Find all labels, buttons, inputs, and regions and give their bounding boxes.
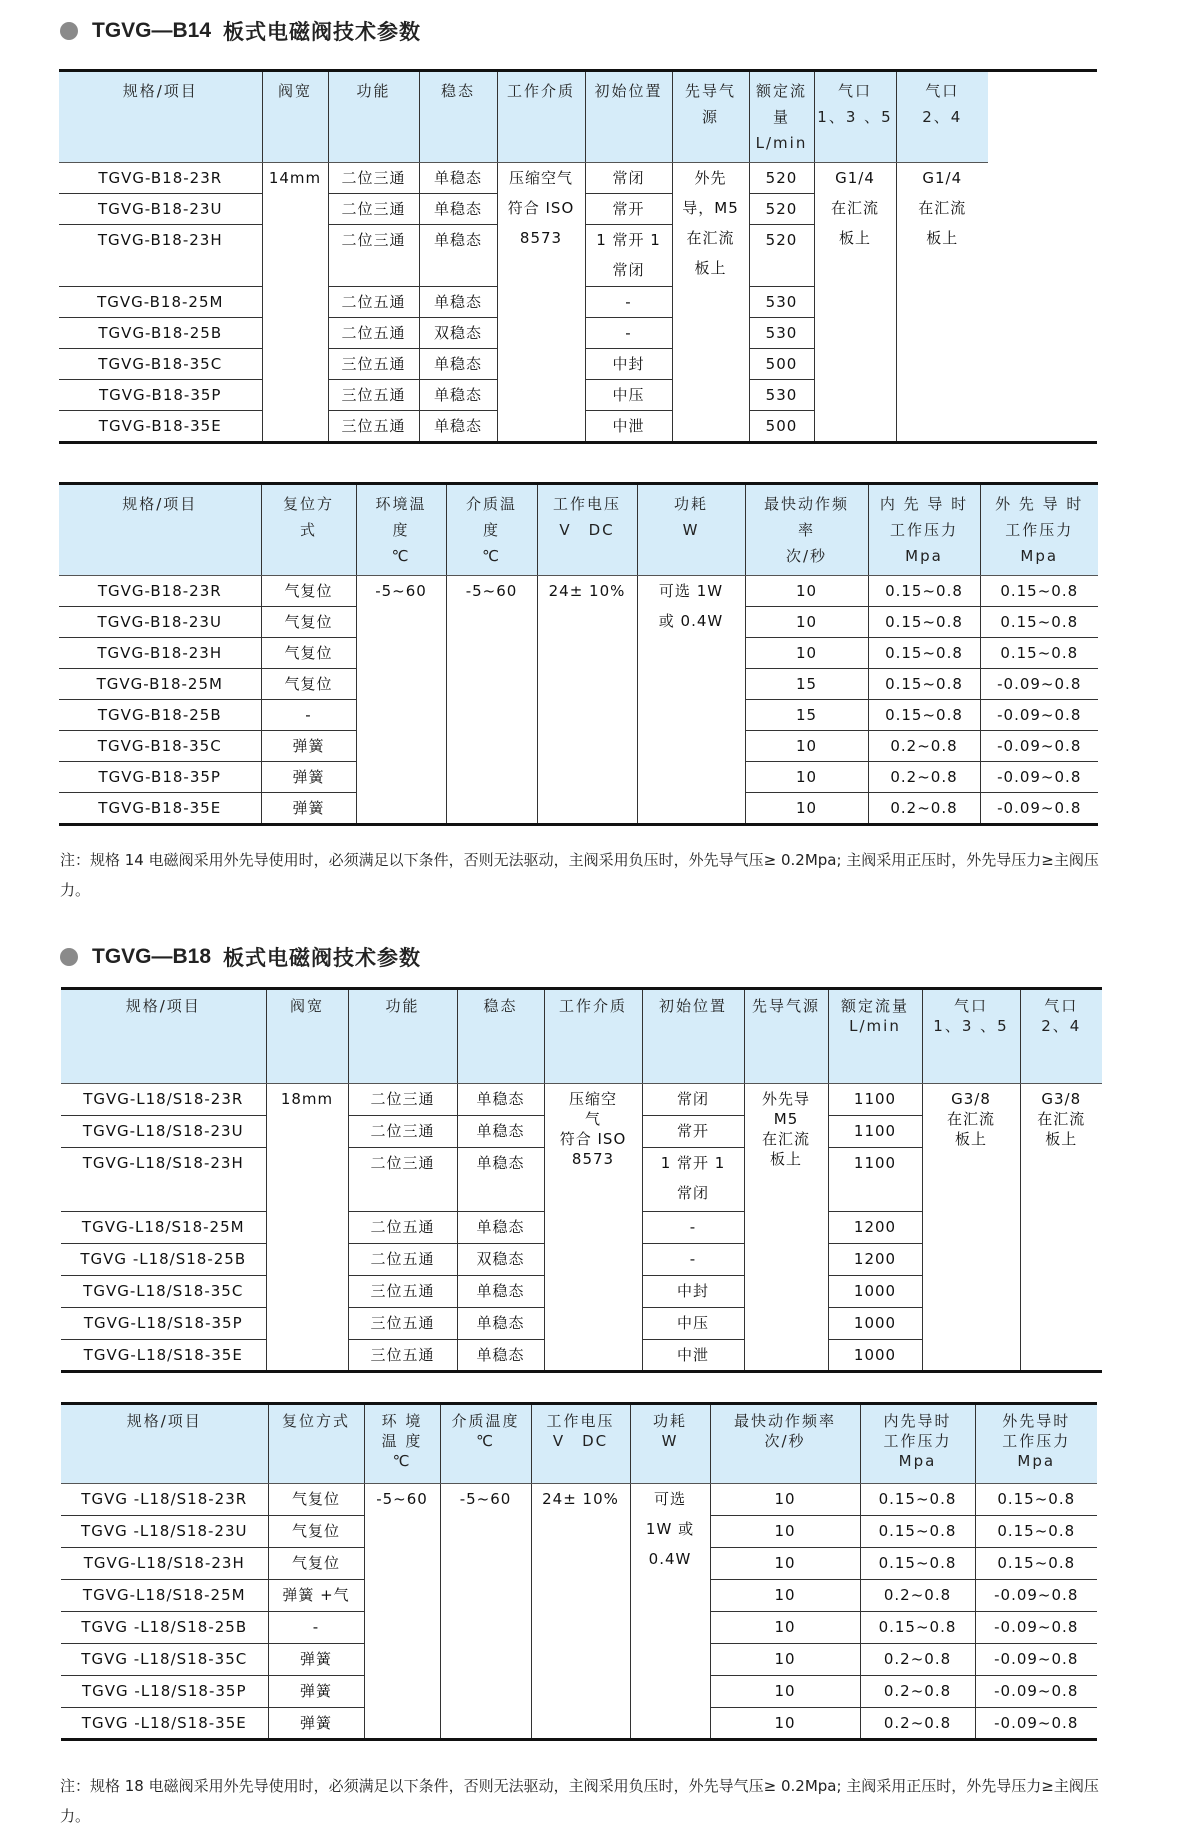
reset-method-cell: 气复位 <box>261 576 356 607</box>
column-header: 介质温 度 ℃ <box>446 484 537 576</box>
outer-pilot-pressure-cell: 0.15~0.8 <box>975 1548 1097 1580</box>
model-cell: TGVG-B18-25M <box>59 287 262 318</box>
model-cell: TGVG-B18-23U <box>59 194 262 225</box>
port-135-cell: G1/4 在汇流 板上 <box>814 163 896 443</box>
reset-method-cell: 弹簧 <box>268 1708 364 1740</box>
column-header: 最快动作频 率 次/秒 <box>745 484 868 576</box>
model-cell: TGVG-B18-35C <box>59 349 262 380</box>
state-cell: 单稳态 <box>457 1116 544 1148</box>
inner-pilot-pressure-cell: 0.2~0.8 <box>868 762 980 793</box>
column-header: 额定流 量 L/min <box>749 71 814 163</box>
reset-method-cell: 弹簧 <box>268 1644 364 1676</box>
function-cell: 二位五通 <box>328 287 419 318</box>
flow-cell: 520 <box>749 225 814 287</box>
outer-pilot-pressure-cell: -0.09~0.8 <box>975 1580 1097 1612</box>
column-header: 先导气 源 <box>672 71 749 163</box>
column-header: 工作电压 V DC <box>531 1404 630 1484</box>
column-header: 稳态 <box>419 71 497 163</box>
initial-position-cell: - <box>642 1212 744 1244</box>
port-24-cell: G1/4 在汇流 板上 <box>896 163 988 443</box>
column-header: 内 先 导 时 工作压力 Mpa <box>868 484 980 576</box>
flow-cell: 1200 <box>828 1212 922 1244</box>
inner-pilot-pressure-cell: 0.15~0.8 <box>860 1516 975 1548</box>
state-cell: 单稳态 <box>419 380 497 411</box>
initial-position-cell: 常开 <box>642 1116 744 1148</box>
state-cell: 单稳态 <box>419 349 497 380</box>
column-header: 规格/项目 <box>59 71 262 163</box>
inner-pilot-pressure-cell: 0.2~0.8 <box>868 731 980 762</box>
state-cell: 单稳态 <box>457 1340 544 1372</box>
initial-position-cell: 中压 <box>642 1308 744 1340</box>
outer-pilot-pressure-cell: -0.09~0.8 <box>980 669 1098 700</box>
initial-position-cell: 常开 <box>585 194 672 225</box>
model-cell: TGVG-B18-35P <box>59 380 262 411</box>
column-header: 外 先 导 时 工作压力 Mpa <box>980 484 1098 576</box>
reset-method-cell: 气复位 <box>261 607 356 638</box>
initial-position-cell: - <box>585 318 672 349</box>
state-cell: 单稳态 <box>419 411 497 443</box>
model-cell: TGVG-L18/S18-35P <box>61 1308 266 1340</box>
model-cell: TGVG-L18/S18-25M <box>61 1212 266 1244</box>
note-b18: 注：规格 18 电磁阀采用外先导使用时，必须满足以下条件，否则无法驱动，主阀采用负压时，外先导气压≥ 0.2Mpa; 主阀采用正压时，外先导压力≥主阀压力。 <box>60 1777 1099 1825</box>
column-header: 先导气源 <box>744 989 828 1084</box>
power-cell: 可选 1W 或 0.4W <box>630 1484 710 1740</box>
model-cell: TGVG-L18/S18-23U <box>61 1116 266 1148</box>
function-cell: 二位五通 <box>348 1212 457 1244</box>
column-header: 工作介质 <box>544 989 642 1084</box>
inner-pilot-pressure-cell: 0.15~0.8 <box>868 669 980 700</box>
column-header: 最快动作频率 次/秒 <box>710 1404 860 1484</box>
column-header: 功能 <box>348 989 457 1084</box>
initial-position-cell: 中泄 <box>585 411 672 443</box>
outer-pilot-pressure-cell: -0.09~0.8 <box>975 1644 1097 1676</box>
model-cell: TGVG-L18/S18-25M <box>61 1580 268 1612</box>
section-heading-b18 <box>60 942 421 972</box>
frequency-cell: 10 <box>745 576 868 607</box>
column-header: 规格/项目 <box>61 989 266 1084</box>
column-header: 气口 2、4 <box>896 71 988 163</box>
model-cell: TGVG-L18/S18-35C <box>61 1276 266 1308</box>
flow-cell: 530 <box>749 287 814 318</box>
inner-pilot-pressure-cell: 0.2~0.8 <box>860 1708 975 1740</box>
inner-pilot-pressure-cell: 0.15~0.8 <box>860 1612 975 1644</box>
model-cell: TGVG-B18-23H <box>59 225 262 287</box>
model-cell: TGVG-B18-23H <box>59 638 261 669</box>
table-header-row <box>59 484 1098 576</box>
outer-pilot-pressure-cell: -0.09~0.8 <box>975 1708 1097 1740</box>
state-cell: 单稳态 <box>419 194 497 225</box>
frequency-cell: 10 <box>710 1580 860 1612</box>
initial-position-cell: 中压 <box>585 380 672 411</box>
inner-pilot-pressure-cell: 0.15~0.8 <box>868 700 980 731</box>
flow-cell: 1000 <box>828 1276 922 1308</box>
reset-method-cell: 弹簧 +气 <box>268 1580 364 1612</box>
pilot-source-cell: 外先导 M5 在汇流 板上 <box>744 1084 828 1372</box>
reset-method-cell: 气复位 <box>268 1516 364 1548</box>
flow-cell: 500 <box>749 349 814 380</box>
bullet-icon <box>60 948 78 966</box>
spec-table-b14-electrical <box>59 482 1098 826</box>
column-header: 规格/项目 <box>59 484 261 576</box>
column-header: 阀宽 <box>262 71 328 163</box>
initial-position-cell: 中封 <box>585 349 672 380</box>
section-title: 板式电磁阀技术参数 <box>223 946 422 970</box>
section-code: TGVG—B14 <box>92 19 212 42</box>
medium-cell: 压缩空 气 符合 ISO 8573 <box>544 1084 642 1372</box>
model-cell: TGVG-B18-23R <box>59 576 261 607</box>
state-cell: 双稳态 <box>419 318 497 349</box>
function-cell: 三位五通 <box>348 1276 457 1308</box>
reset-method-cell: 气复位 <box>268 1484 364 1516</box>
valve-width-cell: 14mm <box>262 163 328 443</box>
column-header: 复位方 式 <box>261 484 356 576</box>
medium-cell: 压缩空气 符合 ISO 8573 <box>497 163 585 443</box>
pilot-source-cell: 外先 导，M5 在汇流 板上 <box>672 163 749 443</box>
table-header-row <box>61 1404 1097 1484</box>
medium-temp-cell: -5~60 <box>440 1484 531 1740</box>
function-cell: 二位三通 <box>348 1148 457 1212</box>
outer-pilot-pressure-cell: -0.09~0.8 <box>980 700 1098 731</box>
outer-pilot-pressure-cell: -0.09~0.8 <box>975 1676 1097 1708</box>
outer-pilot-pressure-cell: -0.09~0.8 <box>975 1612 1097 1644</box>
model-cell: TGVG -L18/S18-35C <box>61 1644 268 1676</box>
model-cell: TGVG-L18/S18-23H <box>61 1148 266 1212</box>
section-title: 板式电磁阀技术参数 <box>223 20 422 44</box>
model-cell: TGVG-B18-23U <box>59 607 261 638</box>
column-header: 功耗 W <box>637 484 745 576</box>
initial-position-cell: 常闭 <box>585 163 672 194</box>
function-cell: 二位三通 <box>328 194 419 225</box>
medium-temp-cell: -5~60 <box>446 576 537 825</box>
column-header: 初始位置 <box>585 71 672 163</box>
state-cell: 单稳态 <box>419 163 497 194</box>
outer-pilot-pressure-cell: 0.15~0.8 <box>975 1484 1097 1516</box>
function-cell: 二位五通 <box>348 1244 457 1276</box>
frequency-cell: 10 <box>745 762 868 793</box>
model-cell: TGVG-L18/S18-35E <box>61 1340 266 1372</box>
outer-pilot-pressure-cell: 0.15~0.8 <box>980 638 1098 669</box>
section-heading-b14 <box>60 16 421 46</box>
state-cell: 双稳态 <box>457 1244 544 1276</box>
voltage-cell: 24± 10% <box>531 1484 630 1740</box>
column-header: 初始位置 <box>642 989 744 1084</box>
state-cell: 单稳态 <box>457 1308 544 1340</box>
inner-pilot-pressure-cell: 0.2~0.8 <box>860 1644 975 1676</box>
outer-pilot-pressure-cell: -0.09~0.8 <box>980 793 1098 825</box>
frequency-cell: 10 <box>710 1516 860 1548</box>
flow-cell: 1200 <box>828 1244 922 1276</box>
column-header: 功能 <box>328 71 419 163</box>
spec-table-b14-main <box>59 69 1097 444</box>
column-header: 阀宽 <box>266 989 348 1084</box>
column-header: 工作介质 <box>497 71 585 163</box>
model-cell: TGVG -L18/S18-25B <box>61 1244 266 1276</box>
model-cell: TGVG-B18-23R <box>59 163 262 194</box>
frequency-cell: 10 <box>745 793 868 825</box>
column-header: 气口 1、3 、5 <box>814 71 896 163</box>
ambient-temp-cell: -5~60 <box>364 1484 440 1740</box>
outer-pilot-pressure-cell: -0.09~0.8 <box>980 762 1098 793</box>
flow-cell: 1100 <box>828 1116 922 1148</box>
table-row <box>61 1484 1097 1516</box>
model-cell: TGVG -L18/S18-23U <box>61 1516 268 1548</box>
model-cell: TGVG-B18-25M <box>59 669 261 700</box>
flow-cell: 1000 <box>828 1308 922 1340</box>
power-cell: 可选 1W 或 0.4W <box>637 576 745 825</box>
initial-position-cell: 中泄 <box>642 1340 744 1372</box>
column-header: 规格/项目 <box>61 1404 268 1484</box>
flow-cell: 500 <box>749 411 814 443</box>
state-cell: 单稳态 <box>419 225 497 287</box>
initial-position-cell: 1 常开 1 常闭 <box>642 1148 744 1212</box>
model-cell: TGVG-L18/S18-23R <box>61 1084 266 1116</box>
note-b14: 注：规格 14 电磁阀采用外先导使用时，必须满足以下条件，否则无法驱动，主阀采用负压时，外先导气压≥ 0.2Mpa; 主阀采用正压时，外先导压力≥主阀压力。 <box>60 851 1099 899</box>
frequency-cell: 10 <box>745 638 868 669</box>
inner-pilot-pressure-cell: 0.2~0.8 <box>860 1676 975 1708</box>
state-cell: 单稳态 <box>457 1212 544 1244</box>
inner-pilot-pressure-cell: 0.15~0.8 <box>868 576 980 607</box>
state-cell: 单稳态 <box>419 287 497 318</box>
spec-table-b18-main <box>61 987 1102 1373</box>
flow-cell: 530 <box>749 318 814 349</box>
column-header: 复位方式 <box>268 1404 364 1484</box>
inner-pilot-pressure-cell: 0.15~0.8 <box>860 1548 975 1580</box>
outer-pilot-pressure-cell: 0.15~0.8 <box>975 1516 1097 1548</box>
flow-cell: 1000 <box>828 1340 922 1372</box>
initial-position-cell: - <box>642 1244 744 1276</box>
ambient-temp-cell: -5~60 <box>356 576 446 825</box>
section-code: TGVG—B18 <box>92 945 212 968</box>
outer-pilot-pressure-cell: 0.15~0.8 <box>980 607 1098 638</box>
function-cell: 三位五通 <box>328 411 419 443</box>
state-cell: 单稳态 <box>457 1084 544 1116</box>
reset-method-cell: - <box>268 1612 364 1644</box>
reset-method-cell: 弹簧 <box>261 731 356 762</box>
model-cell: TGVG -L18/S18-25B <box>61 1612 268 1644</box>
function-cell: 三位五通 <box>328 349 419 380</box>
frequency-cell: 10 <box>710 1676 860 1708</box>
column-header: 额定流量 L/min <box>828 989 922 1084</box>
flow-cell: 1100 <box>828 1084 922 1116</box>
column-header: 环 境 温 度 ℃ <box>364 1404 440 1484</box>
frequency-cell: 10 <box>745 607 868 638</box>
frequency-cell: 10 <box>710 1644 860 1676</box>
reset-method-cell: 气复位 <box>261 669 356 700</box>
column-header: 内先导时 工作压力 Mpa <box>860 1404 975 1484</box>
reset-method-cell: 弹簧 <box>261 793 356 825</box>
column-header: 功耗 W <box>630 1404 710 1484</box>
column-header: 外先导时 工作压力 Mpa <box>975 1404 1097 1484</box>
reset-method-cell: 气复位 <box>261 638 356 669</box>
column-header: 工作电压 V DC <box>537 484 637 576</box>
flow-cell: 1100 <box>828 1148 922 1212</box>
bullet-icon <box>60 22 78 40</box>
state-cell: 单稳态 <box>457 1276 544 1308</box>
port-135-cell: G3/8 在汇流 板上 <box>922 1084 1020 1372</box>
inner-pilot-pressure-cell: 0.15~0.8 <box>868 638 980 669</box>
function-cell: 三位五通 <box>328 380 419 411</box>
function-cell: 二位三通 <box>348 1084 457 1116</box>
column-header: 介质温度 ℃ <box>440 1404 531 1484</box>
model-cell: TGVG -L18/S18-35E <box>61 1708 268 1740</box>
table-header-row <box>61 989 1102 1084</box>
outer-pilot-pressure-cell: 0.15~0.8 <box>980 576 1098 607</box>
frequency-cell: 15 <box>745 669 868 700</box>
column-header: 气口 2、4 <box>1020 989 1102 1084</box>
model-cell: TGVG-B18-25B <box>59 700 261 731</box>
initial-position-cell: 1 常开 1 常闭 <box>585 225 672 287</box>
function-cell: 三位五通 <box>348 1308 457 1340</box>
function-cell: 二位三通 <box>328 225 419 287</box>
flow-cell: 530 <box>749 380 814 411</box>
column-header: 气口 1、3 、5 <box>922 989 1020 1084</box>
state-cell: 单稳态 <box>457 1148 544 1212</box>
model-cell: TGVG -L18/S18-35P <box>61 1676 268 1708</box>
voltage-cell: 24± 10% <box>537 576 637 825</box>
initial-position-cell: 中封 <box>642 1276 744 1308</box>
flow-cell: 520 <box>749 194 814 225</box>
frequency-cell: 10 <box>710 1708 860 1740</box>
inner-pilot-pressure-cell: 0.2~0.8 <box>860 1580 975 1612</box>
table-header-row <box>59 71 1097 163</box>
column-header: 环境温 度 ℃ <box>356 484 446 576</box>
outer-pilot-pressure-cell: -0.09~0.8 <box>980 731 1098 762</box>
model-cell: TGVG-B18-35E <box>59 411 262 443</box>
model-cell: TGVG -L18/S18-23R <box>61 1484 268 1516</box>
model-cell: TGVG-L18/S18-23H <box>61 1548 268 1580</box>
frequency-cell: 10 <box>710 1548 860 1580</box>
inner-pilot-pressure-cell: 0.15~0.8 <box>860 1484 975 1516</box>
frequency-cell: 10 <box>710 1484 860 1516</box>
initial-position-cell: 常闭 <box>642 1084 744 1116</box>
model-cell: TGVG-B18-35P <box>59 762 261 793</box>
reset-method-cell: - <box>261 700 356 731</box>
model-cell: TGVG-B18-35C <box>59 731 261 762</box>
function-cell: 二位五通 <box>328 318 419 349</box>
valve-width-cell: 18mm <box>266 1084 348 1372</box>
frequency-cell: 10 <box>745 731 868 762</box>
function-cell: 二位三通 <box>328 163 419 194</box>
function-cell: 三位五通 <box>348 1340 457 1372</box>
port-24-cell: G3/8 在汇流 板上 <box>1020 1084 1102 1372</box>
reset-method-cell: 气复位 <box>268 1548 364 1580</box>
table-row <box>59 576 1098 607</box>
flow-cell: 520 <box>749 163 814 194</box>
inner-pilot-pressure-cell: 0.15~0.8 <box>868 607 980 638</box>
frequency-cell: 15 <box>745 700 868 731</box>
spec-table-b18-electrical <box>61 1402 1097 1741</box>
function-cell: 二位三通 <box>348 1116 457 1148</box>
model-cell: TGVG-B18-35E <box>59 793 261 825</box>
inner-pilot-pressure-cell: 0.2~0.8 <box>868 793 980 825</box>
frequency-cell: 10 <box>710 1612 860 1644</box>
table-row <box>59 163 1097 194</box>
reset-method-cell: 弹簧 <box>261 762 356 793</box>
table-row <box>61 1084 1102 1116</box>
model-cell: TGVG-B18-25B <box>59 318 262 349</box>
reset-method-cell: 弹簧 <box>268 1676 364 1708</box>
initial-position-cell: - <box>585 287 672 318</box>
column-header: 稳态 <box>457 989 544 1084</box>
